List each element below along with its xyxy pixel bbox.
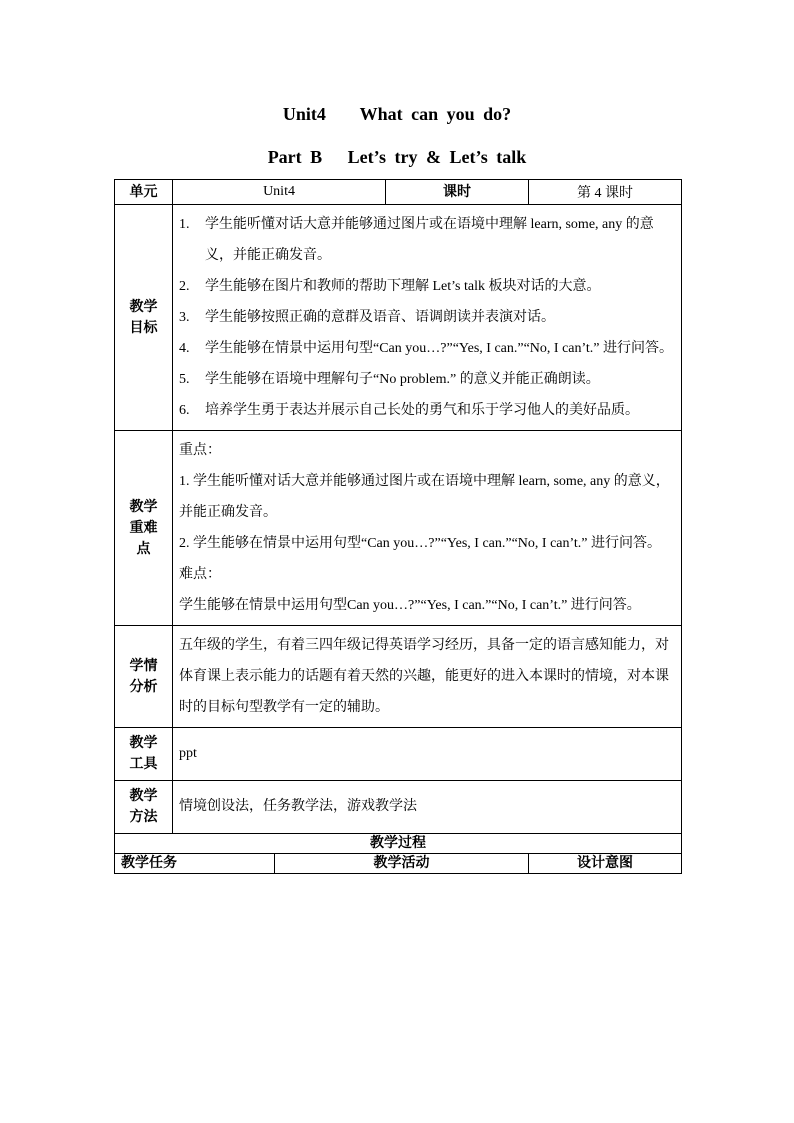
process-row — [115, 834, 682, 854]
header-row — [115, 180, 682, 205]
methods-label: 教学 方法 — [115, 781, 173, 834]
period-label: 课时 — [386, 180, 529, 205]
document-title: Unit4 What can you do? — [282, 104, 512, 124]
key-points-label: 教学 重难 点 — [115, 431, 173, 626]
key-points-row — [115, 431, 682, 626]
difficult-heading: 难点： — [179, 567, 221, 582]
analysis-label: 学情 分析 — [115, 626, 173, 728]
objectives-content — [173, 205, 682, 431]
objective-item: 2. 学生能够在图片和教师的帮助下理解 Let’s talk 板块对话的大意。 — [179, 279, 601, 294]
methods-text: 情境创设法，任务教学法，游戏教学法 — [173, 781, 682, 834]
objective-item: 6. 培养学生勇于表达并展示自己长处的勇气和乐于学习他人的美好品质。 — [179, 403, 639, 418]
analysis-text: 五年级的学生，有着三四年级记得英语学习经历，具备一定的语言感知能力，对体育课上表示能力的话题有着天然的兴趣，能更好的进入本课时的情境，对本课时的目标句型教学有一定的辅助。 — [173, 626, 682, 728]
process-columns-row — [115, 854, 682, 874]
objective-item: 3. 学生能够按照正确的意群及语音、语调朗读并表演对话。 — [179, 310, 555, 325]
unit-value: Unit4 — [173, 180, 386, 205]
objective-item: 5. 学生能够在语境中理解句子“No problem.” 的意义并能正确朗读。 — [179, 372, 600, 387]
column-header-activity: 教学活动 — [275, 854, 529, 874]
objective-item: 4. 学生能够在情景中运用句型“Can you…?”“Yes, I can.”“No, I can’t.” 进行问答。 — [179, 341, 674, 356]
methods-row — [115, 781, 682, 834]
key-points-content — [173, 431, 682, 626]
objective-item: 1. 学生能听懂对话大意并能够通过图片或在语境中理解 learn, some, any 的意义，并能正确发音。 — [179, 217, 654, 263]
key-item: 2. 学生能够在情景中运用句型“Can you…?”“Yes, I can.”“No, I can’t.” 进行问答。 — [179, 536, 662, 551]
unit-label: 单元 — [115, 180, 173, 205]
tools-row — [115, 728, 682, 781]
lesson-plan-table — [114, 179, 682, 874]
analysis-row — [115, 626, 682, 728]
tools-text: ppt — [173, 728, 682, 781]
period-value: 第 4 课时 — [529, 180, 682, 205]
key-item: 1. 学生能听懂对话大意并能够通过图片或在语境中理解 learn, some, any 的意义，并能正确发音。 — [179, 474, 670, 520]
document-subtitle: Part B Let’s try & Let’s talk — [267, 147, 527, 167]
objectives-label: 教学 目标 — [115, 205, 173, 431]
column-header-intent: 设计意图 — [529, 854, 682, 874]
tools-label: 教学 工具 — [115, 728, 173, 781]
objectives-row — [115, 205, 682, 431]
column-header-task: 教学任务 — [115, 854, 275, 874]
process-label: 教学过程 — [115, 834, 682, 854]
difficult-text: 学生能够在情景中运用句型Can you…?”“Yes, I can.”“No, I can’t.” 进行问答。 — [179, 598, 641, 613]
key-heading: 重点： — [179, 443, 221, 458]
